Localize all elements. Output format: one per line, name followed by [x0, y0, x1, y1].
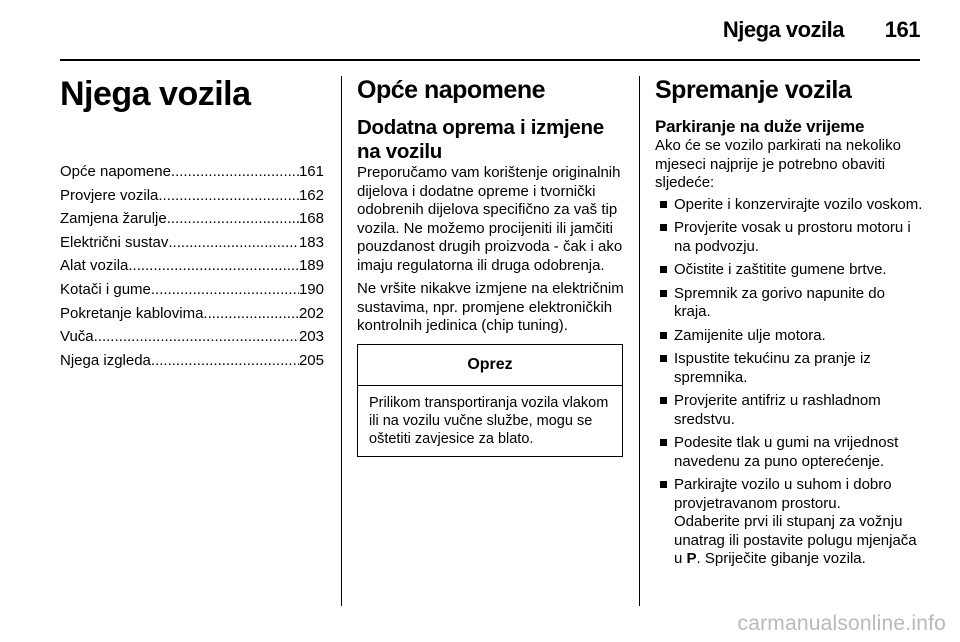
list-item: Parkirajte vozilo u suhom i dobro provjetravanom prostoru. Odaberite prvi ili stupanj za vožnju unatrag ili postavite polugu mjenjača u P. Spriječite gibanje vozila.: [655, 476, 923, 569]
bullet-icon: [660, 481, 667, 488]
paragraph: Ako će se vozilo parkirati na nekoliko mjeseci najprije je potrebno obaviti sljedeće:: [655, 137, 901, 191]
bullet-icon: [660, 355, 667, 362]
bullet-icon: [660, 439, 667, 446]
list-item: Provjerite vosak u prostoru motoru i na podvozju.: [655, 219, 923, 256]
toc-entry[interactable]: Vuča ..... 203: [60, 325, 324, 349]
header-rule: [60, 59, 920, 61]
subsection-heading: Dodatna oprema i izmjene na vozilu: [357, 116, 604, 163]
section-heading: Opće napomene: [357, 76, 545, 104]
storage-column: [655, 76, 923, 574]
caution-box: [357, 344, 623, 458]
column-divider-1: [341, 76, 342, 606]
paragraph: Preporučamo vam korištenje originalnih dijelova i dodatne opreme i tvornički odobrenih dijelova specifično za vaš tip vozila. Ne možemo procijeniti ili jamčiti pouzdanost drugih proizvoda - čak i ako imaju regulatorna ili druga odobrenja.: [357, 164, 623, 274]
bullet-icon: [660, 290, 667, 297]
caution-title: Oprez: [358, 345, 622, 386]
list-item: Operite i konzervirajte vozilo voskom.: [655, 196, 923, 215]
toc-entry[interactable]: Alat vozila ..... 189: [60, 254, 324, 278]
list-item: Spremnik za gorivo napunite do kraja.: [655, 285, 923, 322]
list-item: Podesite tlak u gumi na vrijednost navedenu za puno opterećenje.: [655, 434, 923, 471]
bullet-icon: [660, 201, 667, 208]
checklist: [655, 196, 923, 569]
watermark: carmanualsonline.info: [737, 612, 946, 635]
caution-text: Prilikom transportiranja vozila vlakom ili na vozilu vučne službe, mogu se oštetiti zavjesice za blato.: [369, 394, 609, 447]
toc-entry[interactable]: Provjere vozila ..... 162: [60, 184, 324, 208]
list-item: Očistite i zaštitite gumene brtve.: [655, 261, 923, 280]
running-title: Njega vozila: [722, 17, 844, 42]
page-number: 161: [884, 17, 920, 42]
gear-position: P: [686, 550, 697, 567]
bullet-icon: [660, 266, 667, 273]
paragraph: Ne vršite nikakve izmjene na električnim sustavima, npr. promjene elektroničkih kontrolnih jedinica (chip tuning).: [357, 280, 624, 334]
toc-entry[interactable]: Zamjena žarulje ..... 168: [60, 207, 324, 231]
list-item: Ispustite tekućinu za pranje iz spremnika.: [655, 350, 923, 387]
toc-entry[interactable]: Opće napomene ..... 161: [60, 160, 324, 184]
list-item: Provjerite antifriz u rashladnom sredstvu.: [655, 392, 923, 429]
toc-entry[interactable]: Njega izgleda ..... 205: [60, 349, 324, 373]
subsection-heading: Parkiranje na duže vrijeme: [655, 117, 865, 136]
toc-column: [60, 76, 324, 372]
column-divider-2: [639, 76, 640, 606]
bullet-icon: [660, 332, 667, 339]
bullet-icon: [660, 224, 667, 231]
table-of-contents: [60, 160, 324, 372]
list-item: Zamijenite ulje motora.: [655, 327, 923, 346]
toc-entry[interactable]: Kotači i gume ..... 190: [60, 278, 324, 302]
general-notes-column: [357, 76, 625, 457]
toc-entry[interactable]: Pokretanje kablovima ..... 202: [60, 302, 324, 326]
section-heading: Spremanje vozila: [655, 76, 852, 104]
chapter-title: Njega vozila: [60, 75, 251, 113]
bullet-icon: [660, 397, 667, 404]
toc-entry[interactable]: Električni sustav ..... 183: [60, 231, 324, 255]
page-header: [0, 0, 960, 60]
